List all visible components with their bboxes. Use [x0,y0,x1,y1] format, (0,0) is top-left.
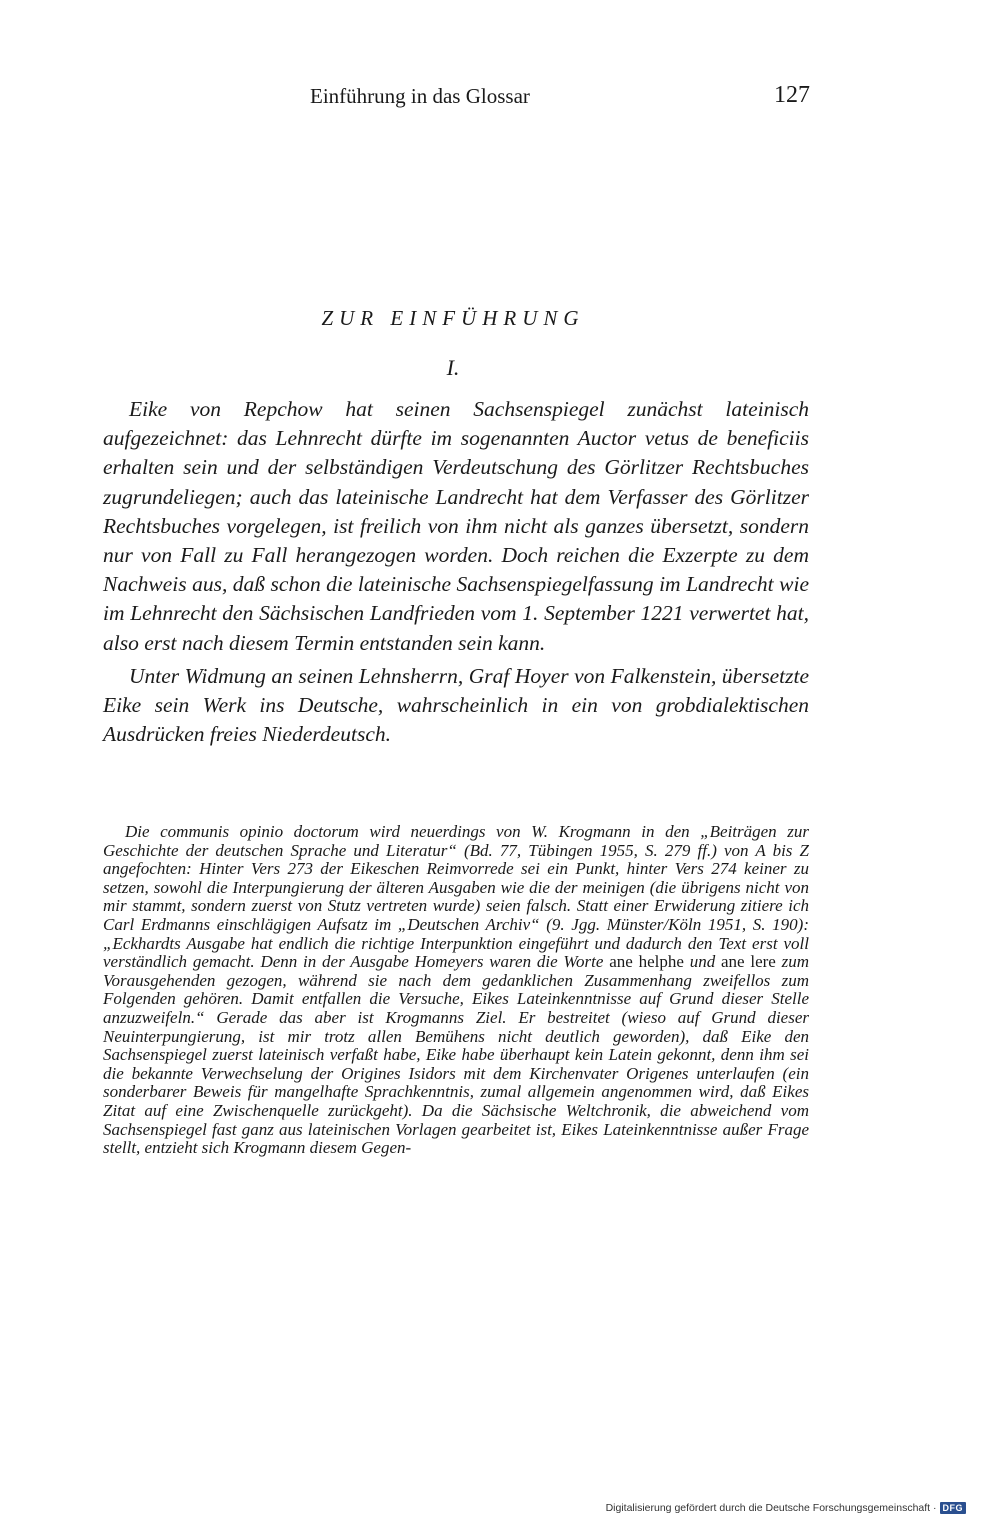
footnote [103,823,809,1158]
note-text-part: zum Vorausgehenden gezogen, während sie nach dem gedanklichen Zusammenhang zweifellos zum Folgenden gehören. Damit entfallen die Versuche, Eikes Lateinkenntnisse auf Grund dieser Stelle anzuzweifeln.“ Gerade das aber ist Krogmanns Ziel. Er bestreitet (wieso auf Grund dieser Neuinterpungierung, ist mir trotz allen Bemühens nicht deutlich geworden), daß Eike den Sachsenspiegel zuerst lateinisch verfaßt habe, Eike habe überhaupt kein Latein gekonnt, denn ihm sei die bekannte Verwechselung der Origines Isidors mit dem Kirchenvater Origenes unterlaufen (ein sonderbarer Beweis für mangelhafte Sprachkenntnis, zumal allgemein angenommen wird, daß Eikes Zitat auf eine Zwischenquelle zurückgeht). Da die Sächsische Weltchronik, die abweichend vom Sachsenspiegel fast ganz aus lateinischen Vorlagen gearbeitet ist, Eikes Lateinkenntnisse außer Frage stellt, entzieht sich Krogmann diesem Gegen- [103,952,810,1158]
quoted-term: ane helphe [609,952,684,972]
main-text [103,395,809,749]
running-title: Einführung in das Glossar [310,84,530,108]
note-paragraph [103,823,809,1158]
page-number: 127 [774,82,810,108]
note-text-part: und [689,952,716,972]
dfg-logo-icon: DFG [940,1502,967,1514]
running-header [310,84,810,124]
digitization-credit [606,1502,966,1514]
paragraph: Eike von Repchow hat seinen Sachsenspiegel zunächst lateinisch aufgezeichnet: das Lehnrecht dürfte im sogenannten Auctor vetus de beneficiis erhalten sein und der selbständigen Verdeutschung des Görlitzer Rechtsbuches zugrundeliegen; auch das lateinische Landrecht hat dem Verfasser des Görlitzer Rechtsbuches vorgelegen, ist freilich von ihm nicht als ganzes übersetzt, sondern nur von Fall zu Fall herangezogen worden. Doch reichen die Exzerpte zu dem Nachweis aus, daß schon die lateinische Sachsenspiegelfassung im Landrecht wie im Lehnrecht den Sächsischen Landfrieden vom 1. September 1221 verwertet hat, also erst nach diesem Termin entstanden sein kann. [103,397,809,655]
section-title: ZUR EINFÜHRUNG [321,306,585,330]
section-number: I. [446,355,460,380]
note-text-part: Die communis opinio doctorum wird neuerdings von W. Krogmann in den „Beiträgen zur Geschichte der deutschen Sprache und Literatur“ (Bd. 77, Tübingen 1955, S. 279 ff.) von A bis Z angefochten: Hinter Vers 273 der Eikeschen Reimvorrede sei ein Punkt, hinter Vers 274 keiner zu setzen, sowohl die Interpungierung der älteren Ausgaben wie die der meinigen (die übrigens nicht von mir stammt, sondern zuerst von Stutz vertreten wurde) seien falsch. Statt einer Erwiderung zitiere ich Carl Erdmanns einschlägigen Aufsatz im „Deutschen Archiv“ (9. Jgg. Münster/Köln 1951, S. 190): „Eckhardts Ausgabe hat endlich die richtige Interpunktion eingeführt und dadurch den Text erst voll verständlich gemacht. Denn in der Ausgabe Homeyers waren die Worte [103,822,809,972]
paragraph: Unter Widmung an seinen Lehnsherrn, Graf Hoyer von Falkenstein, übersetzte Eike sein Werk ins Deutsche, wahrscheinlich in ein von grobdialektischen Ausdrücken freies Niederdeutsch. [103,663,809,747]
quoted-term: ane lere [721,952,776,972]
credit-text: Digitalisierung gefördert durch die Deutsche Forschungsgemeinschaft · [605,1502,937,1514]
